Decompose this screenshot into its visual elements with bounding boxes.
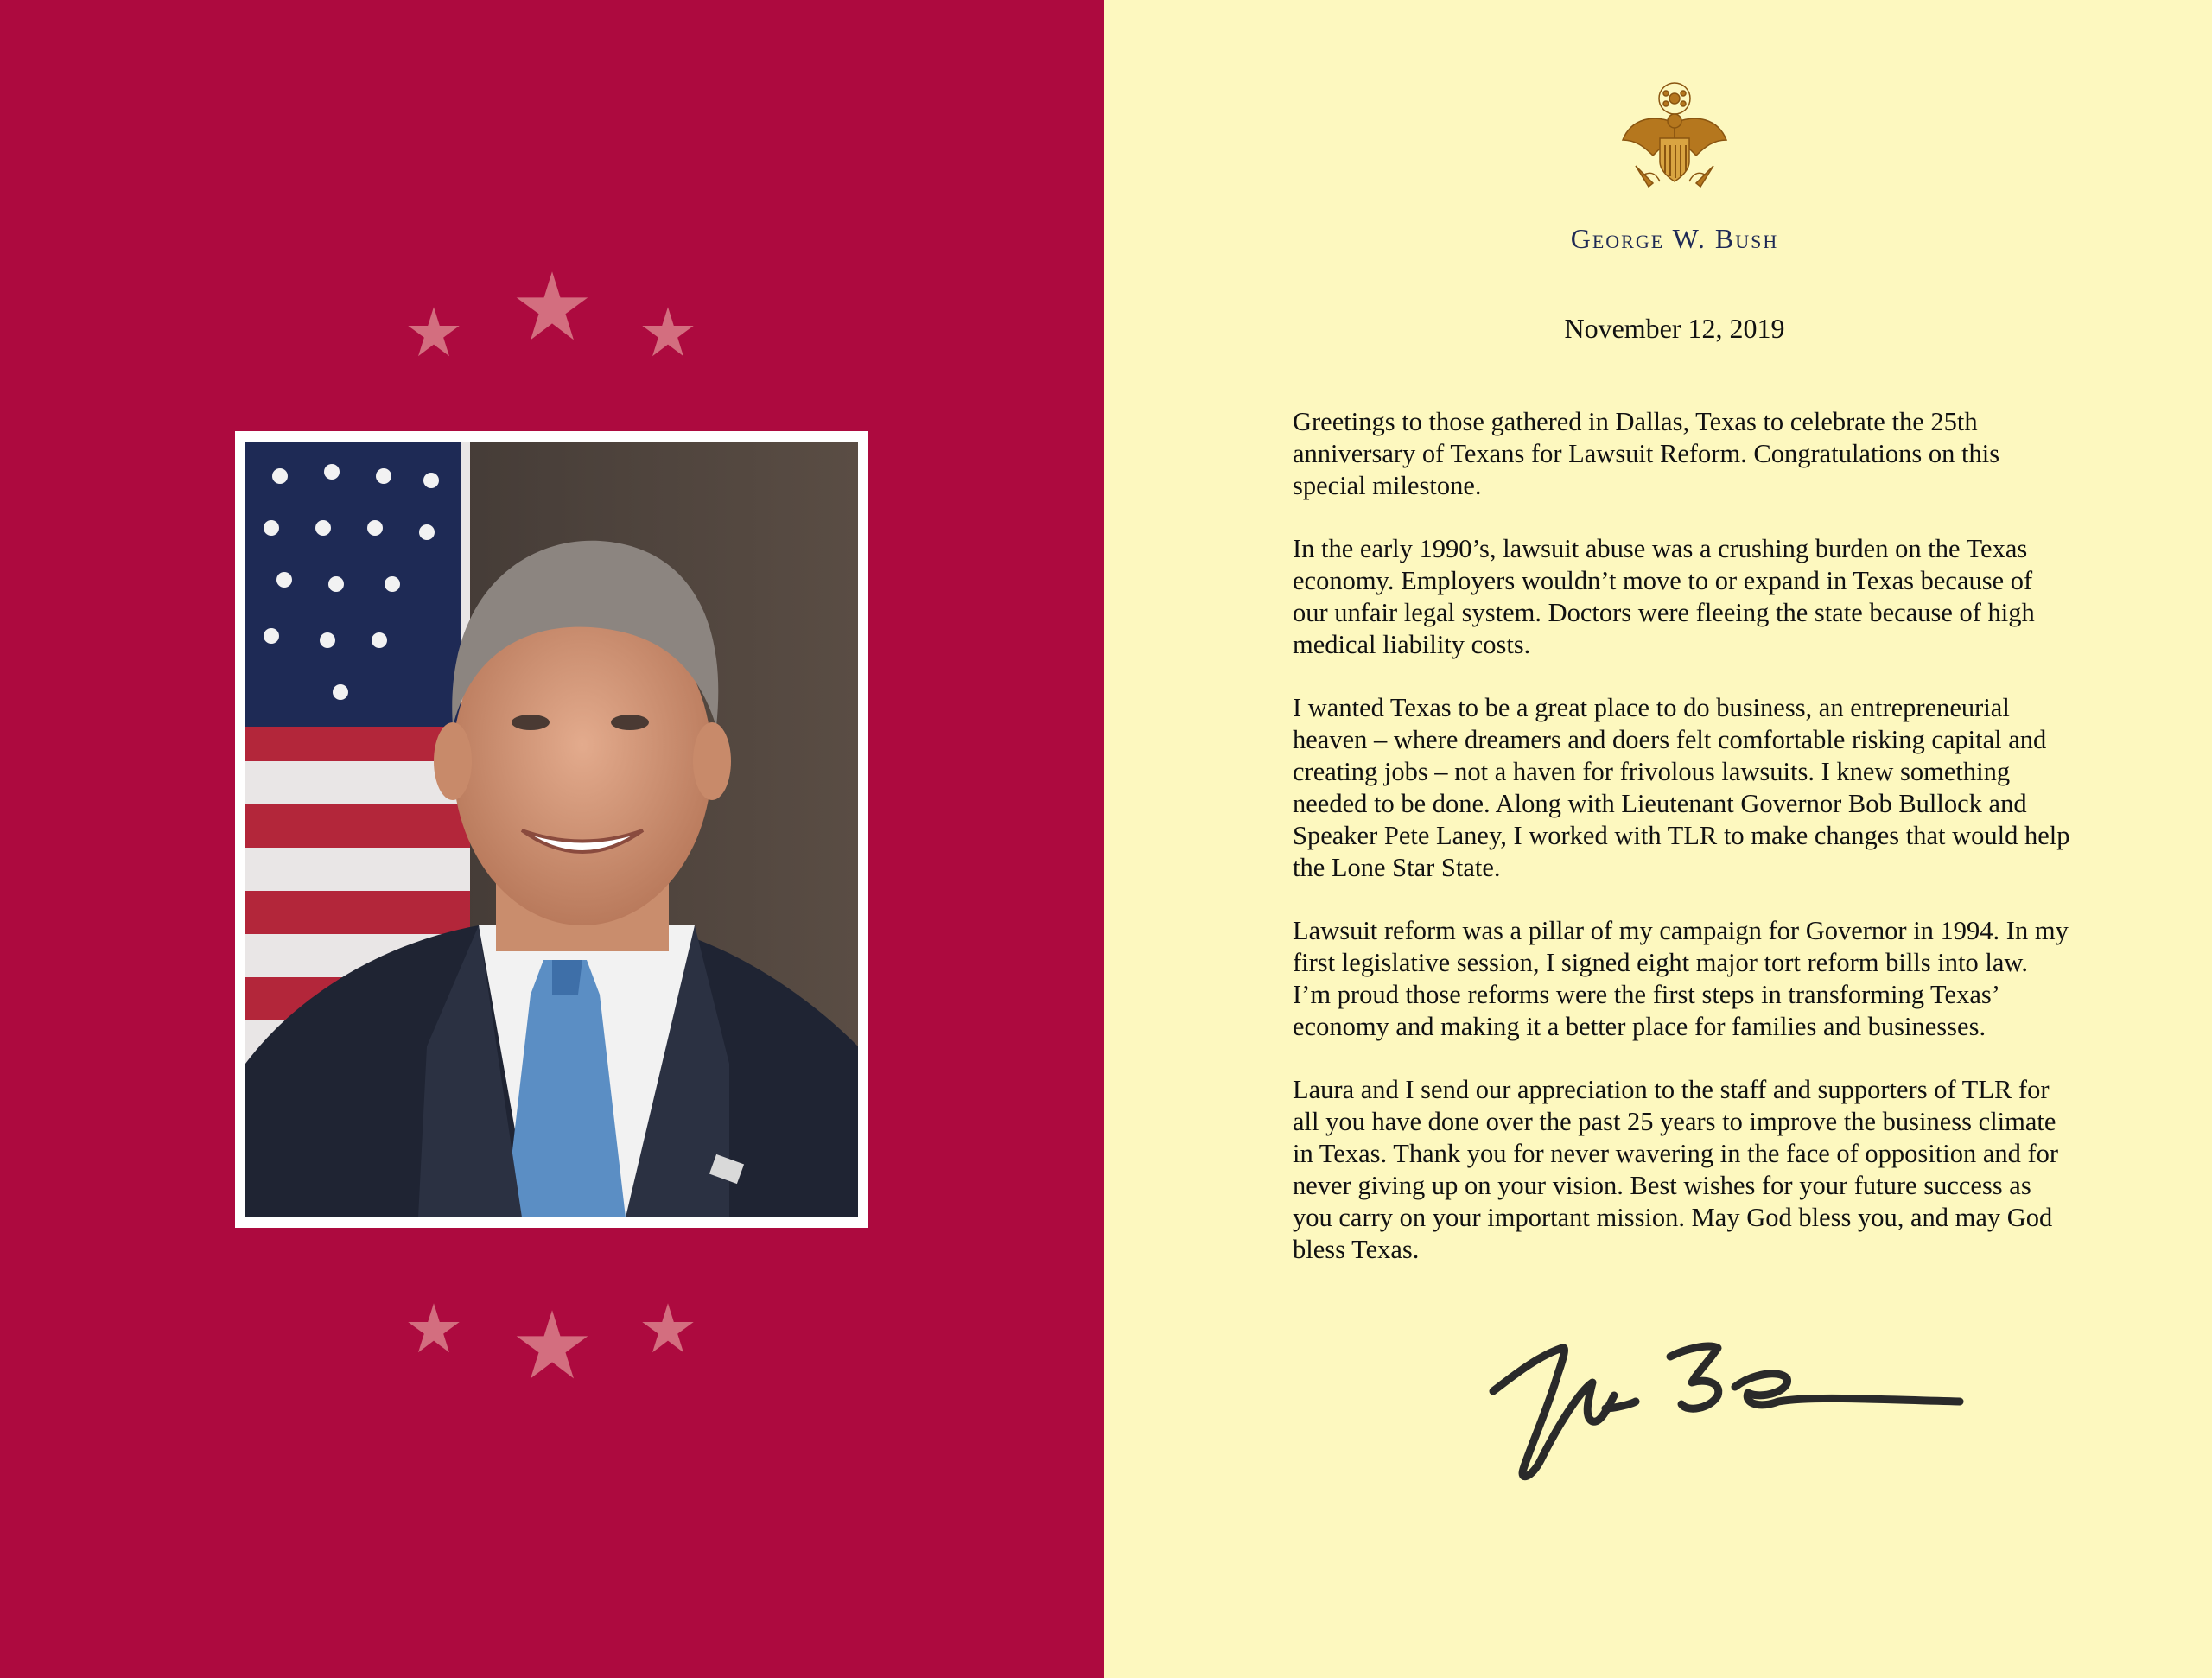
star-icon [407, 1303, 461, 1355]
portrait-photo [245, 442, 858, 1217]
letter-paragraph: Greetings to those gathered in Dallas, Texas to celebrate the 25th anniversary of Texans for Lawsuit Reform. Congratulations on this special milestone. [1293, 407, 2000, 500]
star-icon [515, 1310, 589, 1382]
star-icon [641, 307, 695, 359]
star-icon [407, 307, 461, 359]
letter-paragraph: In the early 1990’s, lawsuit abuse was a crushing burden on the Texas economy. Employers wouldn’t move to or expand in Texas because of our unfair legal system. Doctors were fleeing the state because of high medical liability costs. [1293, 534, 2035, 659]
star-icon [515, 271, 589, 343]
letterhead-name: George W. Bush [1570, 223, 1779, 254]
signature-icon [1484, 1322, 1968, 1486]
left-panel [0, 0, 1104, 1678]
star-icon [641, 1303, 695, 1355]
letter-date: November 12, 2019 [1564, 313, 1785, 344]
letter-paragraph: Lawsuit reform was a pillar of my campaign for Governor in 1994. In my first legislative session, I signed eight major tort reform bills into law. I’m proud those reforms were the first steps in transforming Texas’ economy and making it a better place for families and businesses. [1293, 916, 2069, 1041]
letter-body [1293, 406, 2070, 1297]
letter-paragraph: I wanted Texas to be a great place to do business, an entrepreneurial heaven – where dreamers and doers felt comfortable risking capital and creating jobs – not a haven for frivolous lawsuits. I knew something needed to be done. Along with Lieutenant Governor Bob Bullock and Speaker Pete Laney, I worked with TLR to make changes that would help the Lone Star State. [1293, 693, 2070, 882]
photo-frame [235, 431, 868, 1228]
letter-paragraph: Laura and I send our appreciation to the staff and supporters of TLR for all you have done over the past 25 years to improve the business climate in Texas. Thank you for never wavering in the face of opposition and for never giving up on your vision. Best wishes for your future success as you carry on your important mission. May God bless you, and may God bless Texas. [1293, 1075, 2059, 1264]
presidential-seal-icon [1618, 79, 1731, 199]
